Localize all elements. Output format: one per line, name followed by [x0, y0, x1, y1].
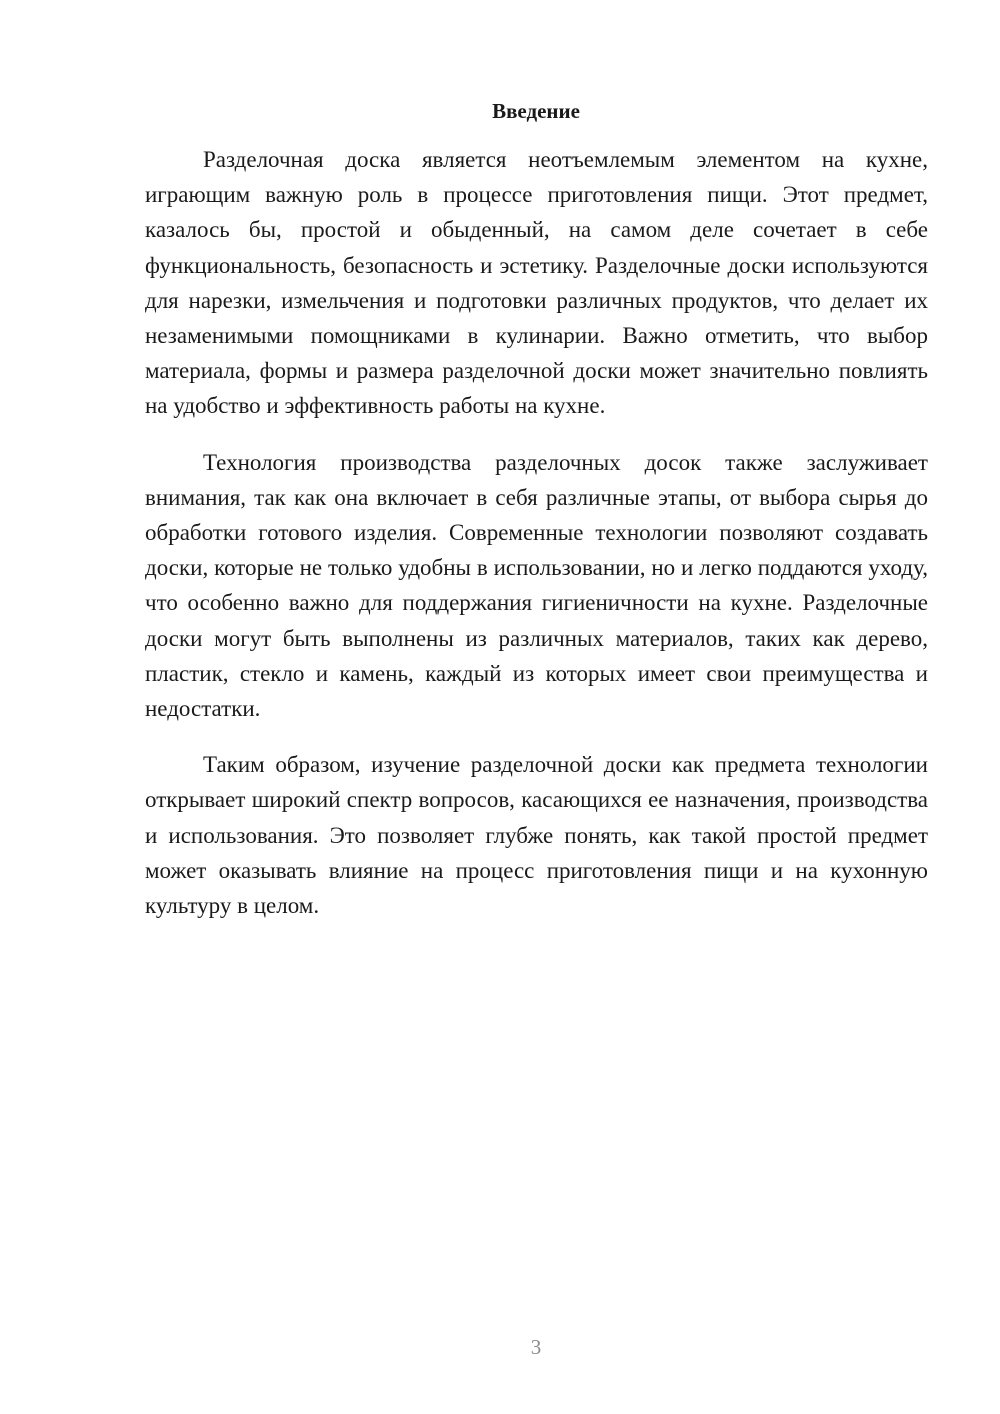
- paragraph-2: Технология производства разделочных досок также заслуживает внимания, так как она включает в себя различные этапы, от выбора сырья до обработки готового изделия. Современные технологии позволяют создавать доски, которые не только удобны в использовании, но и легко поддаются уходу, что особенно важно для поддержания гигиеничности на кухне. Разделочные доски могут быть выполнены из различных материалов, таких как дерево, пластик, стекло и камень, каждый из которых имеет свои преимущества и недостатки.: [145, 449, 928, 722]
- document-body: [145, 142, 928, 944]
- page-title: Введение: [492, 99, 580, 123]
- page-number: 3: [530, 1335, 542, 1359]
- paragraph-3: Таким образом, изучение разделочной доски как предмета технологии открывает широкий спектр вопросов, касающихся ее назначения, производства и использования. Это позволяет глубже понять, как такой простой предмет может оказывать влияние на процесс приготовления пищи и на кухонную культуру в целом.: [145, 752, 928, 919]
- paragraph-1: Разделочная доска является неотъемлемым элементом на кухне, играющим важную роль в процессе приготовления пищи. Этот предмет, казалось бы, простой и обыденный, на самом деле сочетает в себе функциональность, безопасность и эстетику. Разделочные доски используются для нарезки, измельчения и подготовки различных продуктов, что делает их незаменимыми помощниками в кулинарии. Важно отметить, что выбор материала, формы и размера разделочной доски может значительно повлиять на удобство и эффективность работы на кухне.: [145, 147, 928, 419]
